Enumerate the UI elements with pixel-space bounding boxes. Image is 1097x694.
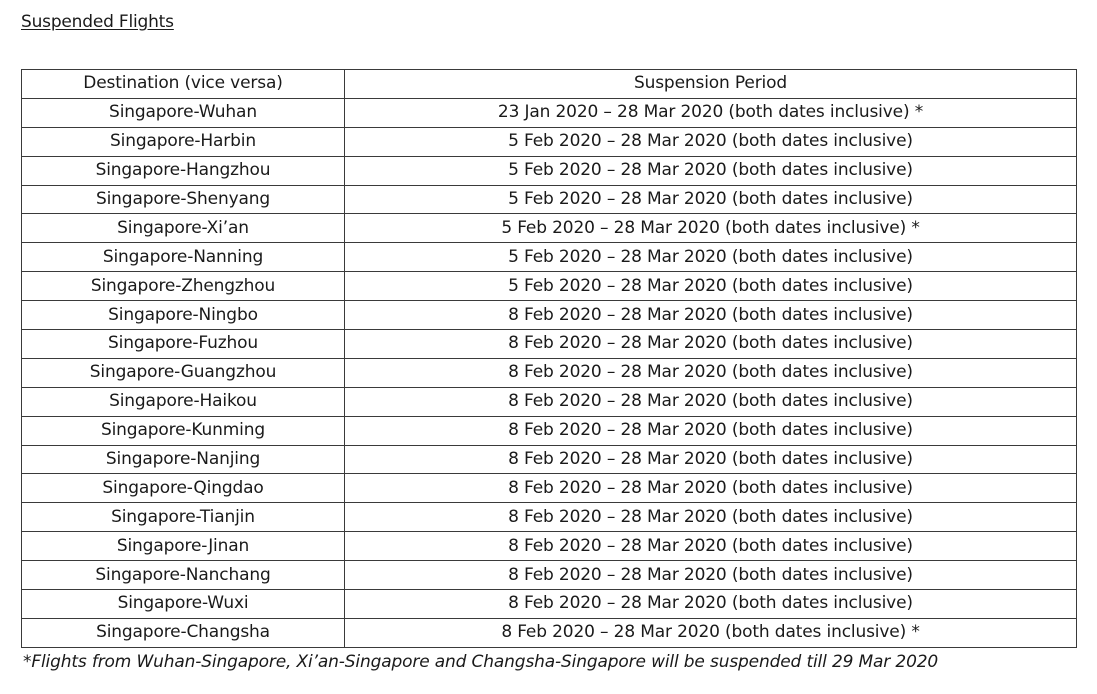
table-row — [22, 503, 1077, 532]
destination-cell: Singapore-Changsha — [22, 618, 345, 647]
period-cell: 8 Feb 2020 – 28 Mar 2020 (both dates inclusive) — [345, 358, 1077, 387]
destination-cell: Singapore-Nanjing — [22, 445, 345, 474]
destination-cell: Singapore-Qingdao — [22, 474, 345, 503]
destination-cell: Singapore-Kunming — [22, 416, 345, 445]
period-cell: 8 Feb 2020 – 28 Mar 2020 (both dates inclusive) — [345, 387, 1077, 416]
destination-cell: Singapore-Shenyang — [22, 185, 345, 214]
destination-cell: Singapore-Wuxi — [22, 590, 345, 619]
table-row — [22, 185, 1077, 214]
table-row — [22, 358, 1077, 387]
footnote: *Flights from Wuhan-Singapore, Xi’an-Singapore and Changsha-Singapore will be suspended till 29 Mar 2020 — [23, 652, 939, 672]
table-row — [22, 445, 1077, 474]
period-cell: 5 Feb 2020 – 28 Mar 2020 (both dates inclusive) — [345, 243, 1077, 272]
period-cell: 8 Feb 2020 – 28 Mar 2020 (both dates inclusive) — [345, 561, 1077, 590]
table-row — [22, 127, 1077, 156]
destination-cell: Singapore-Xi’an — [22, 214, 345, 243]
destination-cell: Singapore-Ningbo — [22, 301, 345, 330]
period-cell: 8 Feb 2020 – 28 Mar 2020 (both dates inclusive) — [345, 301, 1077, 330]
destination-cell: Singapore-Guangzhou — [22, 358, 345, 387]
period-cell: 8 Feb 2020 – 28 Mar 2020 (both dates inclusive) — [345, 330, 1077, 359]
period-cell: 8 Feb 2020 – 28 Mar 2020 (both dates inclusive) — [345, 590, 1077, 619]
destination-cell: Singapore-Jinan — [22, 532, 345, 561]
flights-table-container — [21, 69, 1076, 648]
period-cell: 8 Feb 2020 – 28 Mar 2020 (both dates inclusive) — [345, 503, 1077, 532]
destination-cell: Singapore-Wuhan — [22, 98, 345, 127]
destination-cell: Singapore-Fuzhou — [22, 330, 345, 359]
suspended-flights-table — [21, 69, 1077, 648]
table-row — [22, 98, 1077, 127]
period-cell: 5 Feb 2020 – 28 Mar 2020 (both dates inclusive) — [345, 272, 1077, 301]
period-cell: 23 Jan 2020 – 28 Mar 2020 (both dates inclusive) * — [345, 98, 1077, 127]
table-body — [22, 98, 1077, 647]
destination-cell: Singapore-Nanning — [22, 243, 345, 272]
table-row — [22, 243, 1077, 272]
table-header-row — [22, 70, 1077, 99]
table-row — [22, 301, 1077, 330]
table-row — [22, 618, 1077, 647]
column-header-suspension-period: Suspension Period — [345, 70, 1077, 99]
table-row — [22, 156, 1077, 185]
column-header-destination: Destination (vice versa) — [22, 70, 345, 99]
page-title: Suspended Flights — [21, 12, 174, 32]
period-cell: 8 Feb 2020 – 28 Mar 2020 (both dates inclusive) — [345, 416, 1077, 445]
table-row — [22, 272, 1077, 301]
table-row — [22, 474, 1077, 503]
destination-cell: Singapore-Harbin — [22, 127, 345, 156]
destination-cell: Singapore-Zhengzhou — [22, 272, 345, 301]
table-row — [22, 214, 1077, 243]
table-row — [22, 561, 1077, 590]
destination-cell: Singapore-Hangzhou — [22, 156, 345, 185]
table-row — [22, 387, 1077, 416]
period-cell: 8 Feb 2020 – 28 Mar 2020 (both dates inclusive) * — [345, 618, 1077, 647]
period-cell: 8 Feb 2020 – 28 Mar 2020 (both dates inclusive) — [345, 445, 1077, 474]
table-row — [22, 590, 1077, 619]
period-cell: 5 Feb 2020 – 28 Mar 2020 (both dates inclusive) — [345, 127, 1077, 156]
period-cell: 5 Feb 2020 – 28 Mar 2020 (both dates inclusive) * — [345, 214, 1077, 243]
period-cell: 8 Feb 2020 – 28 Mar 2020 (both dates inclusive) — [345, 474, 1077, 503]
destination-cell: Singapore-Nanchang — [22, 561, 345, 590]
table-row — [22, 416, 1077, 445]
destination-cell: Singapore-Haikou — [22, 387, 345, 416]
period-cell: 8 Feb 2020 – 28 Mar 2020 (both dates inclusive) — [345, 532, 1077, 561]
destination-cell: Singapore-Tianjin — [22, 503, 345, 532]
table-row — [22, 532, 1077, 561]
table-row — [22, 330, 1077, 359]
period-cell: 5 Feb 2020 – 28 Mar 2020 (both dates inclusive) — [345, 156, 1077, 185]
period-cell: 5 Feb 2020 – 28 Mar 2020 (both dates inclusive) — [345, 185, 1077, 214]
